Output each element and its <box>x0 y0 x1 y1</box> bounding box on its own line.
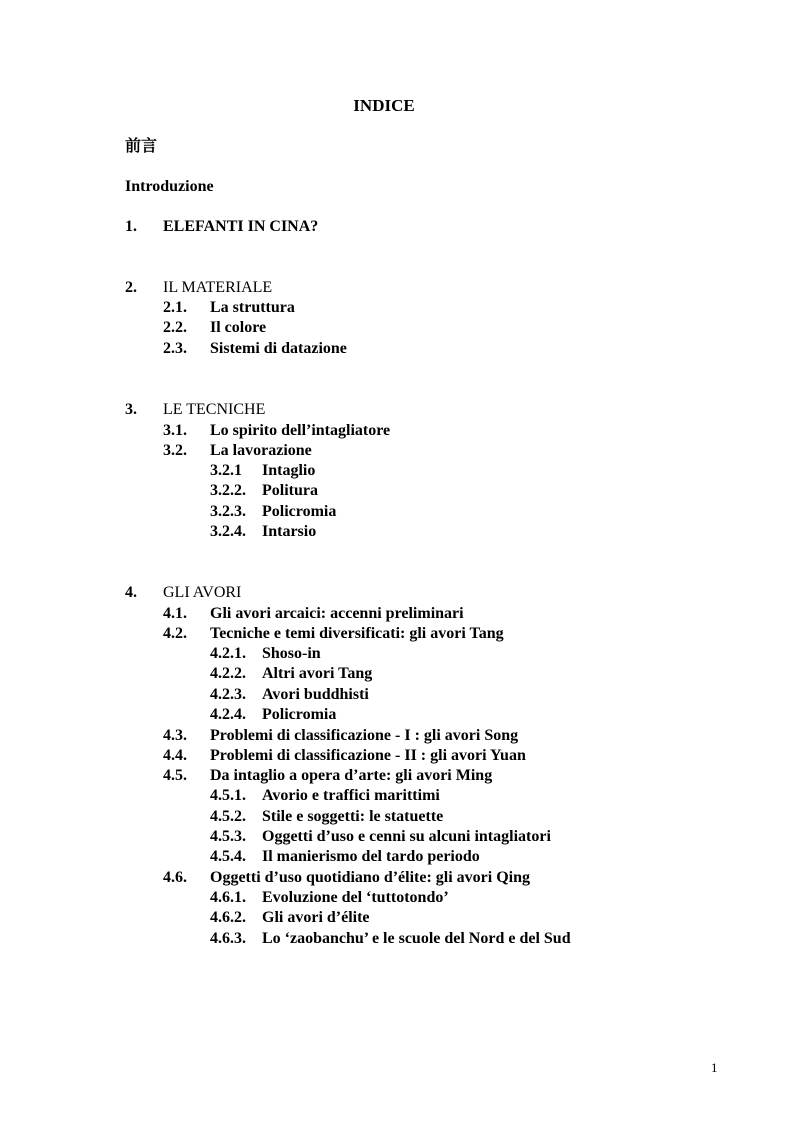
toc-title: Shoso-in <box>262 645 321 662</box>
toc-title: Sistemi di datazione <box>210 340 347 357</box>
toc-number: 4.2.1. <box>210 645 246 662</box>
toc-number: 4.6.1. <box>210 889 246 906</box>
toc-title: ELEFANTI IN CINA? <box>163 218 319 235</box>
toc-number: 4.5.1. <box>210 787 246 804</box>
toc-number: 4.1. <box>163 605 187 622</box>
toc-number: 4.6. <box>163 869 187 886</box>
toc-introduction-label: Introduzione <box>125 178 214 195</box>
toc-preface-label: 前言 <box>125 138 158 155</box>
toc-title: Stile e soggetti: le statuette <box>262 808 444 825</box>
toc-number: 1. <box>125 218 137 235</box>
toc-title: Policromia <box>262 503 337 520</box>
toc-title: Policromia <box>262 706 337 723</box>
toc-number: 3.2.2. <box>210 482 246 499</box>
toc-number: 3.2.1 <box>210 462 242 479</box>
toc-number: 4.2.3. <box>210 686 246 703</box>
toc-number: 4.4. <box>163 747 187 764</box>
toc-title: Intaglio <box>262 462 316 479</box>
toc-number: 2.1. <box>163 299 187 316</box>
toc-number: 2. <box>125 279 137 296</box>
toc-title: La struttura <box>210 299 295 316</box>
toc-title: Intarsio <box>262 523 317 540</box>
toc-number: 4.5.3. <box>210 828 246 845</box>
toc-number: 2.2. <box>163 319 187 336</box>
toc-title: Problemi di classificazione - I : gli avori Song <box>210 727 519 744</box>
toc-title: Gli avori d’élite <box>262 909 370 926</box>
toc-title: Tecniche e temi diversificati: gli avori Tang <box>210 625 504 642</box>
toc-number: 2.3. <box>163 340 187 357</box>
toc-number: 4.6.2. <box>210 909 246 926</box>
toc-title: Lo spirito dell’intagliatore <box>210 422 391 439</box>
toc-title: Il colore <box>210 319 267 336</box>
page-title: INDICE <box>353 96 415 115</box>
toc-number: 4. <box>125 584 137 601</box>
toc-title: Problemi di classificazione - II : gli avori Yuan <box>210 747 526 764</box>
toc-number: 4.2.2. <box>210 665 246 682</box>
toc-title: La lavorazione <box>210 442 312 459</box>
toc-title: Oggetti d’uso e cenni su alcuni intagliatori <box>262 828 551 845</box>
toc-number: 3.2. <box>163 442 187 459</box>
toc-number: 3.1. <box>163 422 187 439</box>
toc-title: Lo ‘zaobanchu’ e le scuole del Nord e del Sud <box>262 930 571 947</box>
toc-number: 4.2.4. <box>210 706 246 723</box>
toc-title: IL MATERIALE <box>163 279 273 296</box>
toc-number: 4.3. <box>163 727 187 744</box>
toc-title: LE TECNICHE <box>163 401 266 418</box>
toc-title: Da intaglio a opera d’arte: gli avori Ming <box>210 767 493 784</box>
toc-title: Oggetti d’uso quotidiano d’élite: gli avori Qing <box>210 869 531 886</box>
toc-number: 4.5.2. <box>210 808 246 825</box>
toc-title: Altri avori Tang <box>262 665 373 682</box>
toc-title: Evoluzione del ‘tuttotondo’ <box>262 889 449 906</box>
toc-number: 3.2.3. <box>210 503 246 520</box>
toc-number: 4.2. <box>163 625 187 642</box>
toc-title: Avori buddhisti <box>262 686 369 703</box>
toc-number: 3.2.4. <box>210 523 246 540</box>
toc-title: GLI AVORI <box>163 584 242 601</box>
toc-number: 4.6.3. <box>210 930 246 947</box>
toc-number: 4.5.4. <box>210 848 246 865</box>
toc-number: 3. <box>125 401 137 418</box>
page-number: 1 <box>711 1060 718 1075</box>
toc-title: Politura <box>262 482 318 499</box>
toc-title: Gli avori arcaici: accenni preliminari <box>210 605 464 622</box>
toc-number: 4.5. <box>163 767 187 784</box>
toc-title: Il manierismo del tardo periodo <box>262 848 480 865</box>
toc-title: Avorio e traffici marittimi <box>262 787 440 804</box>
